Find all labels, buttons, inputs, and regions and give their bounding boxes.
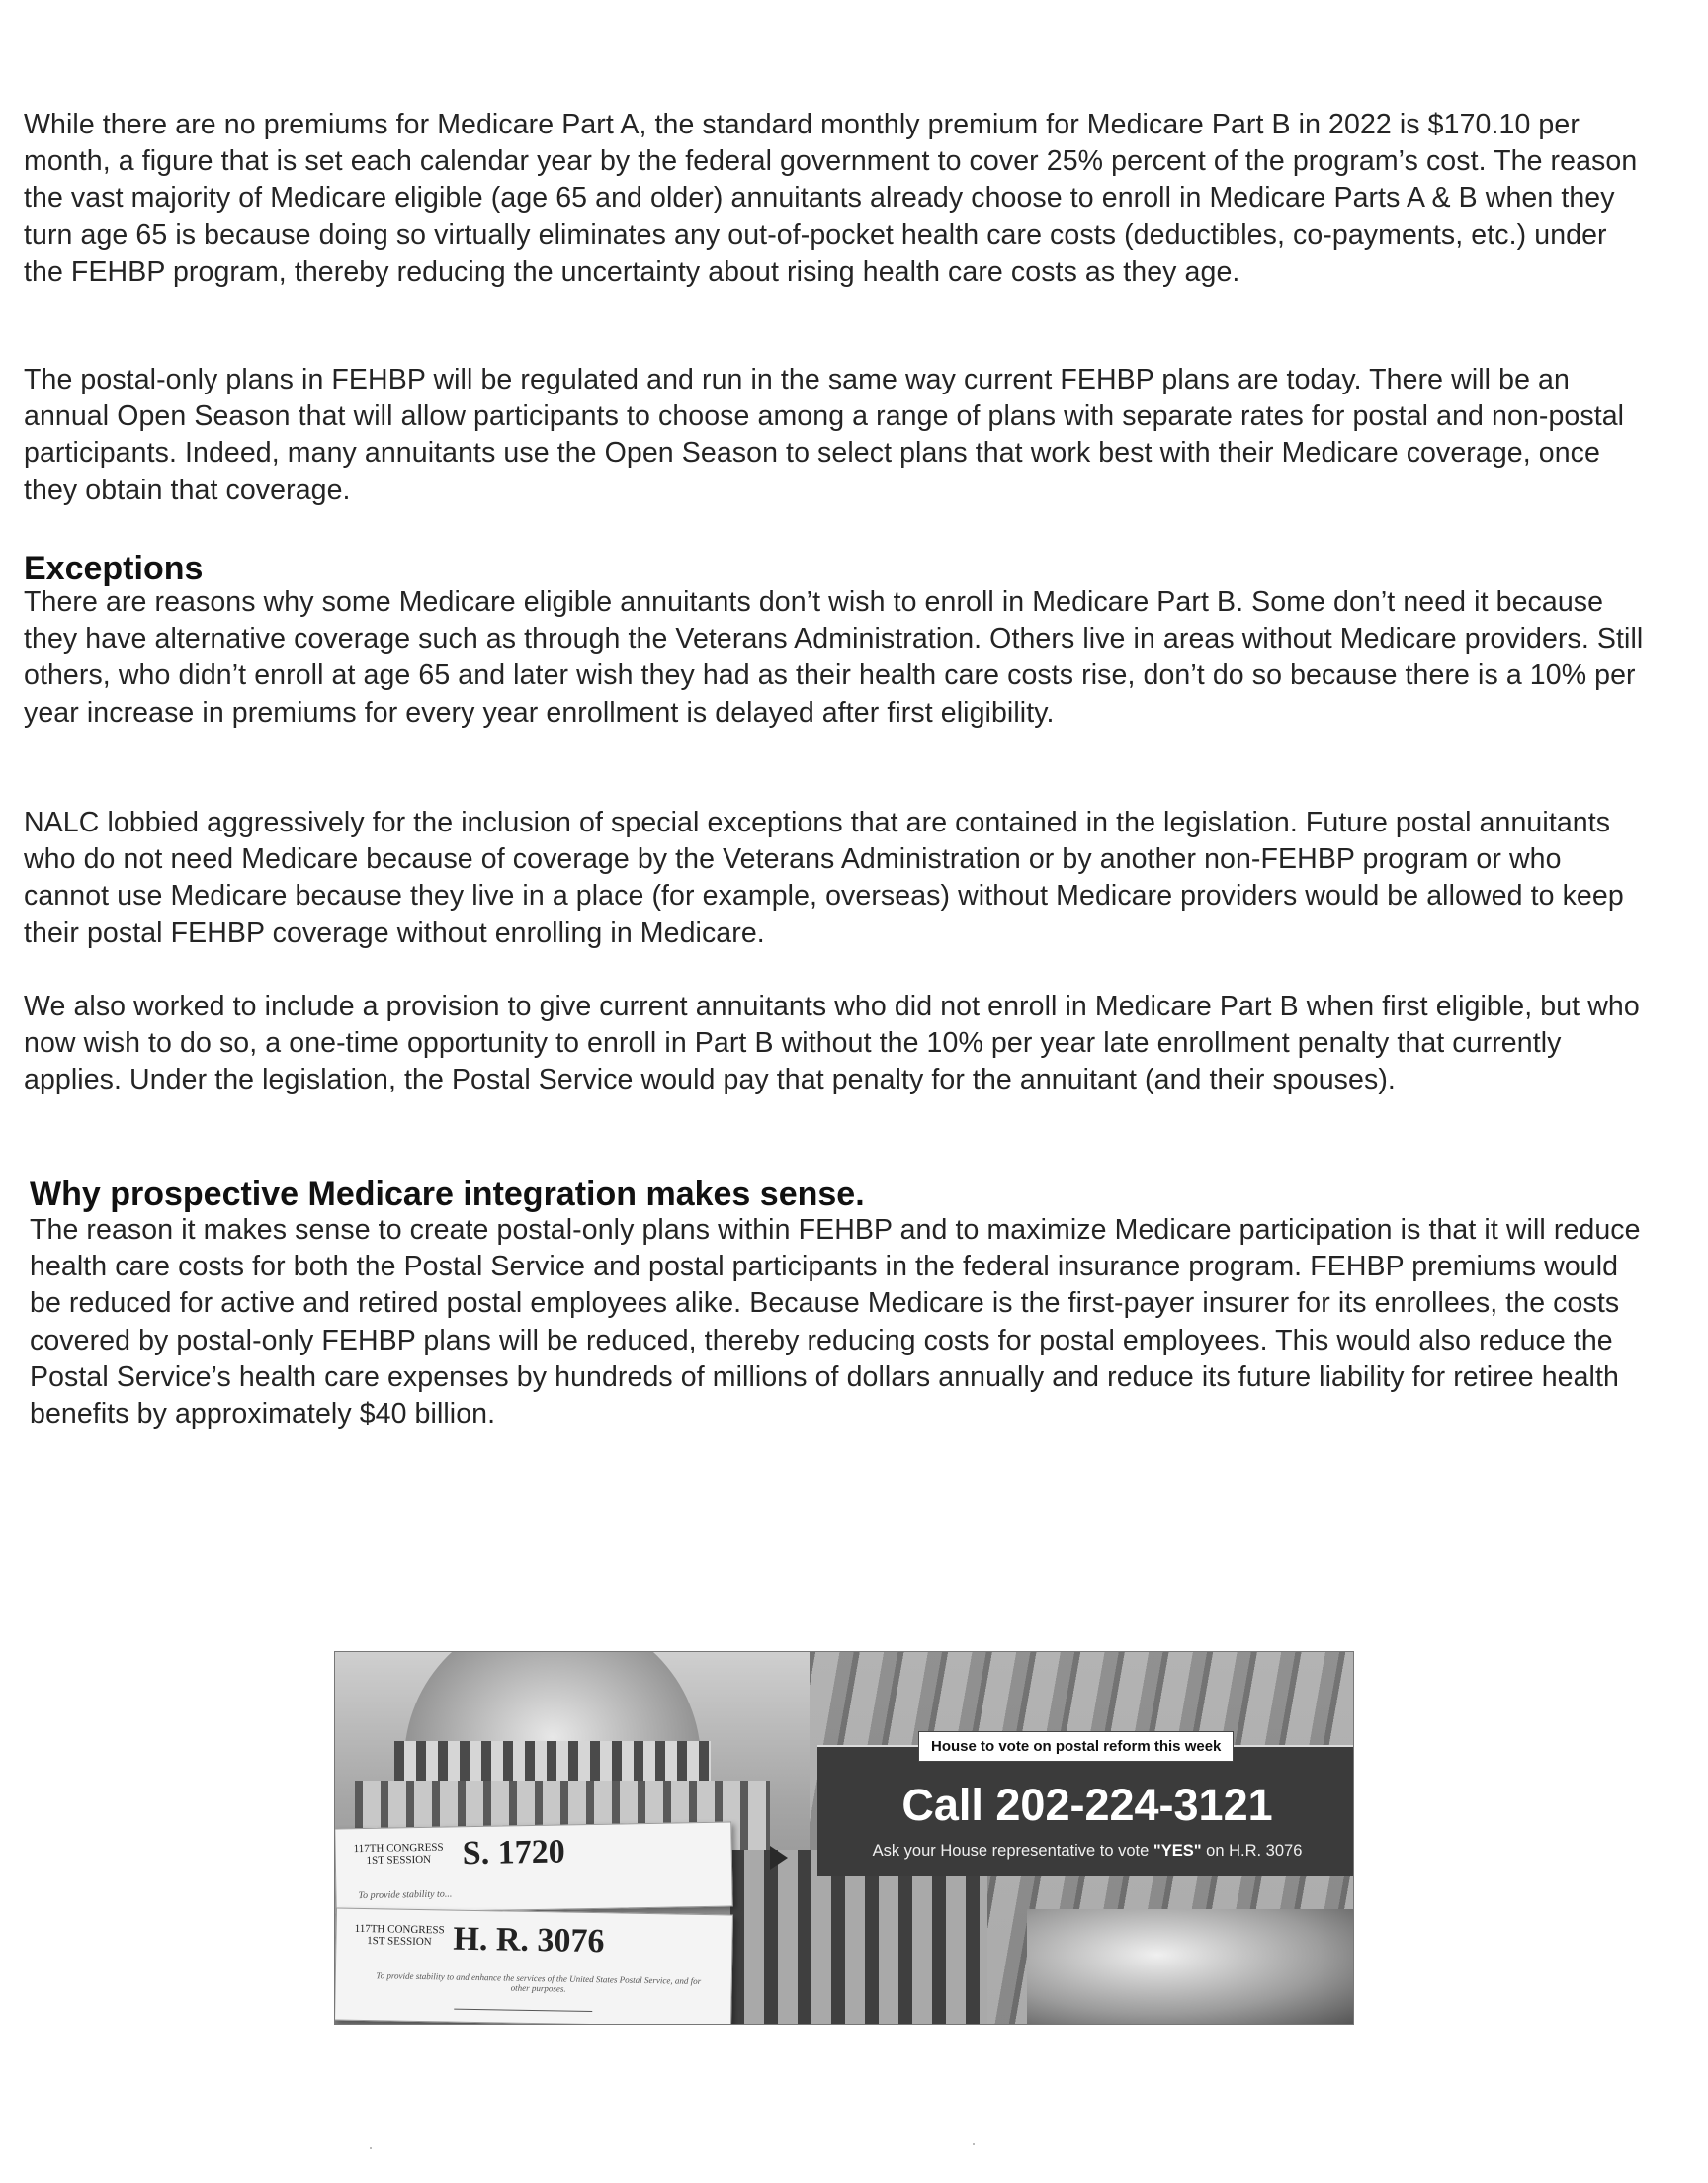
ask-representative-text <box>829 1842 1345 1861</box>
ask-prefix: Ask your House representative to vote <box>872 1842 1153 1860</box>
paragraph-text: While there are no premiums for Medicare Part A, the standard monthly premium for Medicare Part B in 2022 is $170.10 per month, a figure that is set each calendar year by the federal government to cover 25% percent of the program’s cost. The reason the vast majority of Medicare eligible (age 65 and older) annuitants already choose to enroll in Medicare Parts A & B when they turn age 65 is because doing so virtually eliminates any out-of-pocket health care costs (deductibles, co-payments, etc.) under the FEHBP program, thereby reducing the uncertainty about rising health care costs as they age. <box>24 109 1638 288</box>
ask-yes: "YES" <box>1153 1842 1202 1860</box>
bill-number: H. R. 3076 <box>453 1920 605 1961</box>
bill-congress: 117TH CONGRESS <box>354 1922 445 1937</box>
bill-congress-label <box>354 1842 444 1868</box>
paragraph-one-time-opportunity <box>24 989 1645 1099</box>
section-exceptions <box>24 549 1645 588</box>
heading-exceptions: Exceptions <box>24 550 204 587</box>
signature-line <box>454 2009 592 2012</box>
paragraph-text: NALC lobbied aggressively for the inclusion of special exceptions that are contained in the legislation. Future postal annuitants who do not need Medicare because of coverage by the Veterans Administration or by another non-FEHBP program or who cannot use Medicare because they live in a place (for example, overseas) without Medicare providers would be allowed to keep their postal FEHBP coverage without enrolling in Medicare. <box>24 807 1624 949</box>
paragraph-reasons <box>24 584 1645 732</box>
paragraph-text: There are reasons why some Medicare eligible annuitants don’t wish to enroll in Medicare Part B. Some don’t need it because they have alternative coverage such as through the Veterans Administration. Others live in areas without Medicare providers. Still others, who didn’t enroll at age 65 and later wish they had as their health care costs rise, don’t do so because there is a 10% per year increase in premiums for every year enrollment is delayed after first eligibility. <box>24 586 1644 729</box>
bill-congress-label <box>354 1923 444 1949</box>
play-arrow-icon <box>770 1846 788 1870</box>
paragraph-medicare-premiums <box>24 107 1645 291</box>
bill-description: To provide stability to and enhance the services of the United States Postal Service, and for other purposes. <box>376 1970 702 1994</box>
bill-description: To provide stability to... <box>358 1888 453 1902</box>
mail-glow-image <box>1027 1909 1353 2024</box>
bill-document-hr3076 <box>334 1908 733 2025</box>
call-to-action-banner <box>334 1651 1354 2025</box>
capitol-colonnade-image <box>394 1741 711 1781</box>
paragraph-text: The reason it makes sense to create postal-only plans within FEHBP and to maximize Medicare participation is that it will reduce health care costs for both the Postal Service and postal participants in the federal insurance program. FEHBP premiums would be reduced for active and retired postal employees alike. Because Medicare is the first-payer insurer for its enrollees, the costs covered by postal-only FEHBP plans will be reduced, thereby reducing costs for postal employees. This would also reduce the Postal Service’s health care expenses by hundreds of millions of dollars annually and reduce its future liability for retiree health benefits by approximately $40 billion. <box>30 1214 1641 1431</box>
phone-number: Call 202-224-3121 <box>901 1780 1273 1830</box>
paragraph-text: The postal-only plans in FEHBP will be regulated and run in the same way current FEHBP plans are today. There will be an annual Open Season that will allow participants to choose among a range of plans with separate rates for postal and non-postal participants. Indeed, many annuitants use the Open Season to select plans that work best with their Medicare coverage, once they obtain that coverage. <box>24 364 1625 506</box>
scan-speck <box>370 2147 372 2149</box>
paragraph-text: We also worked to include a provision to give current annuitants who did not enroll in Medicare Part B when first eligible, but who now wish to do so, a one-time opportunity to enroll in Part B without the 10% per year late enrollment penalty that currently applies. Under the legislation, the Postal Service would pay that penalty for the annuitant (and their spouses). <box>24 991 1640 1096</box>
paragraph-postal-only-plans <box>24 362 1645 509</box>
bill-session: 1ST SESSION <box>367 1935 432 1949</box>
bill-congress: 117TH CONGRESS <box>353 1841 444 1856</box>
bill-document-s1720 <box>334 1821 732 1913</box>
section-why-integration <box>30 1175 1651 1214</box>
capitol-building-image <box>730 1850 987 2024</box>
ask-suffix: on H.R. 3076 <box>1201 1842 1303 1860</box>
scan-speck <box>973 2143 975 2145</box>
paragraph-nalc-lobbied <box>24 805 1645 952</box>
heading-why-integration: Why prospective Medicare integration makes sense. <box>30 1176 865 1213</box>
bill-session: 1ST SESSION <box>366 1853 432 1867</box>
bill-number: S. 1720 <box>462 1833 565 1873</box>
paragraph-cost-reduction <box>30 1212 1651 1433</box>
headline-tag: House to vote on postal reform this week <box>918 1731 1234 1762</box>
